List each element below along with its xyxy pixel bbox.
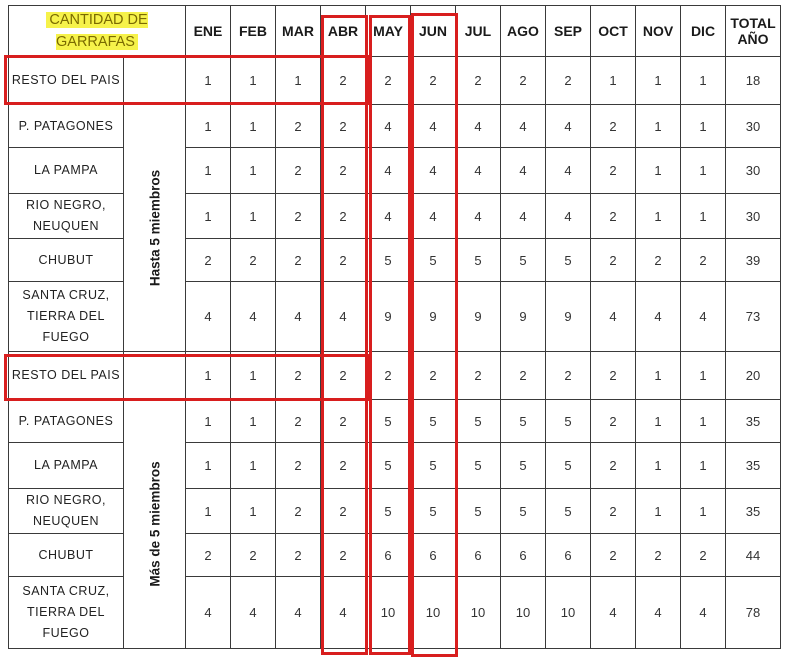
table-row	[9, 105, 781, 148]
value-cell: 1	[231, 443, 276, 489]
value-cell: 5	[546, 489, 591, 534]
value-cell: 10	[366, 577, 411, 649]
region-cell: SANTA CRUZ, TIERRA DEL FUEGO	[9, 282, 124, 352]
value-cell: 1	[636, 443, 681, 489]
month-header: DIC	[681, 6, 726, 57]
value-cell: 4	[501, 148, 546, 194]
value-cell: 1	[186, 57, 231, 105]
value-cell: 1	[186, 105, 231, 148]
region-cell: P. PATAGONES	[9, 400, 124, 443]
value-cell: 2	[501, 352, 546, 400]
value-cell: 5	[501, 239, 546, 282]
value-cell: 2	[546, 352, 591, 400]
value-cell: 1	[231, 194, 276, 239]
value-cell: 1	[636, 489, 681, 534]
value-cell: 10	[546, 577, 591, 649]
value-cell: 1	[186, 148, 231, 194]
value-cell: 5	[411, 489, 456, 534]
value-cell: 5	[366, 489, 411, 534]
value-cell: 1	[186, 194, 231, 239]
region-cell: LA PAMPA	[9, 443, 124, 489]
value-cell: 2	[591, 352, 636, 400]
value-cell: 4	[276, 577, 321, 649]
value-cell: 4	[366, 148, 411, 194]
value-cell: 1	[681, 352, 726, 400]
value-cell: 4	[366, 194, 411, 239]
month-header: FEB	[231, 6, 276, 57]
value-cell: 2	[591, 239, 636, 282]
group-label: Más de 5 miembros	[147, 461, 162, 587]
value-cell: 2	[591, 400, 636, 443]
value-cell: 2	[276, 489, 321, 534]
value-cell: 2	[321, 400, 366, 443]
value-cell: 1	[636, 194, 681, 239]
value-cell: 5	[546, 400, 591, 443]
value-cell: 4	[321, 577, 366, 649]
total-cell: 39	[726, 239, 781, 282]
value-cell: 1	[681, 57, 726, 105]
value-cell: 5	[411, 443, 456, 489]
total-cell: 73	[726, 282, 781, 352]
value-cell: 2	[681, 239, 726, 282]
value-cell: 4	[456, 148, 501, 194]
value-cell: 2	[411, 352, 456, 400]
value-cell: 1	[636, 57, 681, 105]
value-cell: 2	[591, 194, 636, 239]
value-cell: 2	[276, 352, 321, 400]
value-cell: 1	[231, 489, 276, 534]
value-cell: 4	[186, 282, 231, 352]
empty-group-cell	[124, 352, 186, 400]
value-cell: 4	[546, 194, 591, 239]
region-cell: RESTO DEL PAIS	[9, 352, 124, 400]
value-cell: 2	[411, 57, 456, 105]
value-cell: 2	[276, 148, 321, 194]
total-header: TOTAL AÑO	[726, 6, 781, 57]
value-cell: 4	[681, 577, 726, 649]
value-cell: 4	[591, 282, 636, 352]
value-cell: 2	[276, 105, 321, 148]
value-cell: 1	[681, 443, 726, 489]
value-cell: 4	[366, 105, 411, 148]
value-cell: 1	[186, 489, 231, 534]
value-cell: 2	[276, 194, 321, 239]
value-cell: 4	[231, 577, 276, 649]
value-cell: 1	[681, 148, 726, 194]
value-cell: 4	[186, 577, 231, 649]
month-header: NOV	[636, 6, 681, 57]
value-cell: 9	[546, 282, 591, 352]
table-row	[9, 400, 781, 443]
value-cell: 5	[546, 239, 591, 282]
month-header: ENE	[186, 6, 231, 57]
value-cell: 2	[321, 489, 366, 534]
value-cell: 5	[456, 400, 501, 443]
region-cell: CHUBUT	[9, 534, 124, 577]
value-cell: 1	[591, 57, 636, 105]
value-cell: 1	[681, 105, 726, 148]
value-cell: 5	[501, 400, 546, 443]
value-cell: 2	[276, 534, 321, 577]
value-cell: 2	[636, 534, 681, 577]
value-cell: 4	[411, 194, 456, 239]
month-header: OCT	[591, 6, 636, 57]
value-cell: 4	[456, 194, 501, 239]
value-cell: 1	[276, 57, 321, 105]
total-cell: 30	[726, 194, 781, 239]
corner-header	[9, 6, 186, 57]
value-cell: 9	[411, 282, 456, 352]
value-cell: 2	[366, 352, 411, 400]
month-header: AGO	[501, 6, 546, 57]
value-cell: 2	[591, 443, 636, 489]
region-cell: P. PATAGONES	[9, 105, 124, 148]
value-cell: 1	[231, 57, 276, 105]
region-cell: RESTO DEL PAIS	[9, 57, 124, 105]
value-cell: 2	[591, 489, 636, 534]
value-cell: 2	[591, 148, 636, 194]
value-cell: 2	[186, 534, 231, 577]
value-cell: 2	[501, 57, 546, 105]
month-header: JUL	[456, 6, 501, 57]
value-cell: 10	[411, 577, 456, 649]
value-cell: 1	[636, 105, 681, 148]
region-cell: RIO NEGRO, NEUQUEN	[9, 194, 124, 239]
value-cell: 2	[276, 443, 321, 489]
value-cell: 2	[636, 239, 681, 282]
value-cell: 4	[636, 282, 681, 352]
value-cell: 5	[546, 443, 591, 489]
total-cell: 35	[726, 489, 781, 534]
value-cell: 1	[186, 443, 231, 489]
value-cell: 1	[186, 400, 231, 443]
group-label-cell	[124, 105, 186, 352]
value-cell: 1	[231, 148, 276, 194]
value-cell: 2	[186, 239, 231, 282]
value-cell: 2	[231, 239, 276, 282]
value-cell: 6	[501, 534, 546, 577]
value-cell: 10	[456, 577, 501, 649]
group-label: Hasta 5 miembros	[147, 169, 162, 287]
month-header: SEP	[546, 6, 591, 57]
gas-cylinder-table	[8, 5, 781, 649]
value-cell: 2	[276, 400, 321, 443]
value-cell: 4	[456, 105, 501, 148]
value-cell: 1	[186, 352, 231, 400]
value-cell: 1	[681, 489, 726, 534]
value-cell: 4	[321, 282, 366, 352]
total-cell: 35	[726, 443, 781, 489]
value-cell: 6	[546, 534, 591, 577]
value-cell: 10	[501, 577, 546, 649]
value-cell: 2	[681, 534, 726, 577]
value-cell: 4	[546, 148, 591, 194]
group-label-cell	[124, 400, 186, 649]
total-cell: 44	[726, 534, 781, 577]
value-cell: 1	[636, 400, 681, 443]
header-row	[9, 6, 781, 57]
total-cell: 78	[726, 577, 781, 649]
table-row	[9, 57, 781, 105]
value-cell: 2	[321, 194, 366, 239]
value-cell: 5	[456, 239, 501, 282]
value-cell: 9	[366, 282, 411, 352]
value-cell: 2	[321, 443, 366, 489]
value-cell: 1	[681, 400, 726, 443]
cantidad-garrafas-label: CANTIDAD DE GARRAFAS	[46, 12, 147, 50]
value-cell: 5	[501, 489, 546, 534]
value-cell: 4	[501, 105, 546, 148]
gas-cylinder-table-container	[8, 5, 781, 649]
value-cell: 1	[636, 352, 681, 400]
value-cell: 2	[321, 57, 366, 105]
total-cell: 35	[726, 400, 781, 443]
value-cell: 5	[411, 400, 456, 443]
value-cell: 4	[591, 577, 636, 649]
value-cell: 4	[636, 577, 681, 649]
value-cell: 4	[411, 105, 456, 148]
value-cell: 4	[276, 282, 321, 352]
value-cell: 2	[591, 534, 636, 577]
value-cell: 9	[501, 282, 546, 352]
total-cell: 18	[726, 57, 781, 105]
value-cell: 2	[456, 352, 501, 400]
value-cell: 1	[636, 148, 681, 194]
value-cell: 2	[321, 352, 366, 400]
value-cell: 5	[366, 400, 411, 443]
region-cell: SANTA CRUZ, TIERRA DEL FUEGO	[9, 577, 124, 649]
total-cell: 30	[726, 148, 781, 194]
month-header: ABR	[321, 6, 366, 57]
total-cell: 20	[726, 352, 781, 400]
value-cell: 5	[456, 489, 501, 534]
value-cell: 9	[456, 282, 501, 352]
value-cell: 2	[546, 57, 591, 105]
value-cell: 1	[231, 105, 276, 148]
empty-group-cell	[124, 57, 186, 105]
value-cell: 1	[231, 352, 276, 400]
value-cell: 2	[591, 105, 636, 148]
region-cell: RIO NEGRO, NEUQUEN	[9, 489, 124, 534]
value-cell: 2	[321, 534, 366, 577]
value-cell: 2	[366, 57, 411, 105]
region-cell: LA PAMPA	[9, 148, 124, 194]
value-cell: 1	[681, 194, 726, 239]
region-cell: CHUBUT	[9, 239, 124, 282]
value-cell: 6	[456, 534, 501, 577]
month-header: JUN	[411, 6, 456, 57]
value-cell: 1	[231, 400, 276, 443]
total-cell: 30	[726, 105, 781, 148]
value-cell: 5	[411, 239, 456, 282]
table-row	[9, 352, 781, 400]
value-cell: 2	[231, 534, 276, 577]
value-cell: 2	[276, 239, 321, 282]
month-header: MAY	[366, 6, 411, 57]
value-cell: 5	[366, 239, 411, 282]
value-cell: 2	[456, 57, 501, 105]
value-cell: 5	[456, 443, 501, 489]
value-cell: 2	[321, 239, 366, 282]
value-cell: 4	[411, 148, 456, 194]
value-cell: 2	[321, 105, 366, 148]
value-cell: 5	[501, 443, 546, 489]
month-header: MAR	[276, 6, 321, 57]
value-cell: 4	[501, 194, 546, 239]
value-cell: 6	[366, 534, 411, 577]
value-cell: 4	[546, 105, 591, 148]
value-cell: 5	[366, 443, 411, 489]
value-cell: 2	[321, 148, 366, 194]
value-cell: 4	[681, 282, 726, 352]
value-cell: 4	[231, 282, 276, 352]
value-cell: 6	[411, 534, 456, 577]
